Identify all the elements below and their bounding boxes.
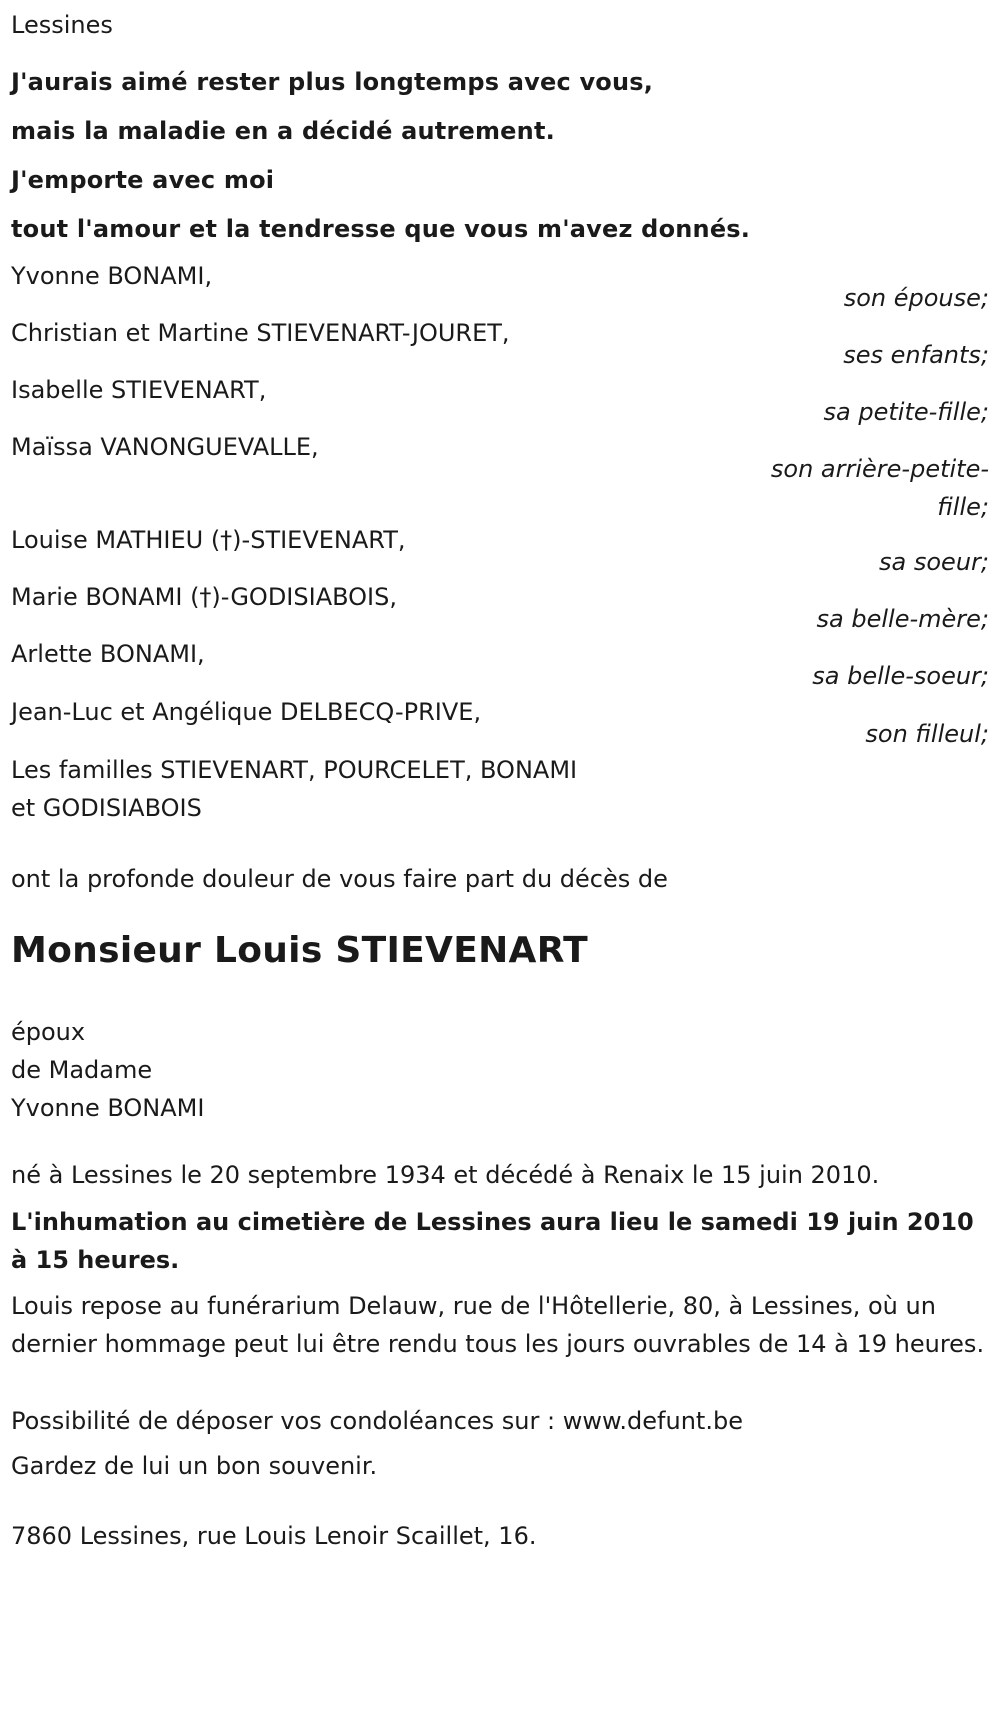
poem-line: J'aurais aimé rester plus longtemps avec vous, <box>11 68 654 96</box>
farewell-text: Gardez de lui un bon souvenir. <box>11 1452 378 1480</box>
family-member-name: Arlette BONAMI, <box>11 640 205 668</box>
address: 7860 Lessines, rue Louis Lenoir Scaillet, 16. <box>11 1522 537 1550</box>
city-name: Lessines <box>11 11 113 39</box>
family-member-name: Maïssa VANONGUEVALLE, <box>11 433 319 461</box>
family-member-relation: sa petite-fille; <box>823 398 989 426</box>
spouse-line: de Madame <box>11 1056 153 1084</box>
poem-line: tout l'amour et la tendresse que vous m'avez donnés. <box>11 215 751 243</box>
poem <box>11 58 991 254</box>
family-member-relation: ses enfants; <box>843 341 989 369</box>
family-member-name: Christian et Martine STIEVENART-JOURET, <box>11 319 510 347</box>
poem-line: J'emporte avec moi <box>11 166 275 194</box>
burial-info: L'inhumation au cimetière de Lessines aura lieu le samedi 19 juin 2010 à 15 heures. <box>11 1208 974 1274</box>
family-member-name: Louise MATHIEU (†)-STIEVENART, <box>11 526 406 554</box>
family-member-relation: son épouse; <box>843 284 989 312</box>
family-member-relation: sa belle-mère; <box>816 605 989 633</box>
families-line: et GODISIABOIS <box>11 794 202 822</box>
poem-line: mais la maladie en a décidé autrement. <box>11 117 555 145</box>
family-member-relation: son arrière-petite-fille; <box>770 455 989 521</box>
family-member-relation: sa belle-soeur; <box>812 662 989 690</box>
families-line: Les familles STIEVENART, POURCELET, BONAMI <box>11 756 578 784</box>
family-member-relation: son filleul; <box>865 720 989 748</box>
viewing-info: Louis repose au funérarium Delauw, rue de l'Hôtellerie, 80, à Lessines, où un dernier hommage peut lui être rendu tous les jours ouvrables de 14 à 19 heures. <box>11 1292 985 1358</box>
birth-death-dates: né à Lessines le 20 septembre 1934 et décédé à Renaix le 15 juin 2010. <box>11 1161 880 1189</box>
family-member-name: Jean-Luc et Angélique DELBECQ-PRIVE, <box>11 698 482 726</box>
announcement-text: ont la profonde douleur de vous faire part du décès de <box>11 865 668 893</box>
deceased-name: Monsieur Louis STIEVENART <box>11 930 588 971</box>
spouse-line: époux <box>11 1018 86 1046</box>
families-list <box>11 751 989 827</box>
family-member-relation: sa soeur; <box>879 548 989 576</box>
condolences-info: Possibilité de déposer vos condoléances sur : www.defunt.be <box>11 1407 743 1435</box>
spouse-info <box>11 1013 989 1127</box>
family-member-name: Marie BONAMI (†)-GODISIABOIS, <box>11 583 397 611</box>
spouse-line: Yvonne BONAMI <box>11 1094 205 1122</box>
family-member-name: Isabelle STIEVENART, <box>11 376 267 404</box>
family-member-name: Yvonne BONAMI, <box>11 262 213 290</box>
